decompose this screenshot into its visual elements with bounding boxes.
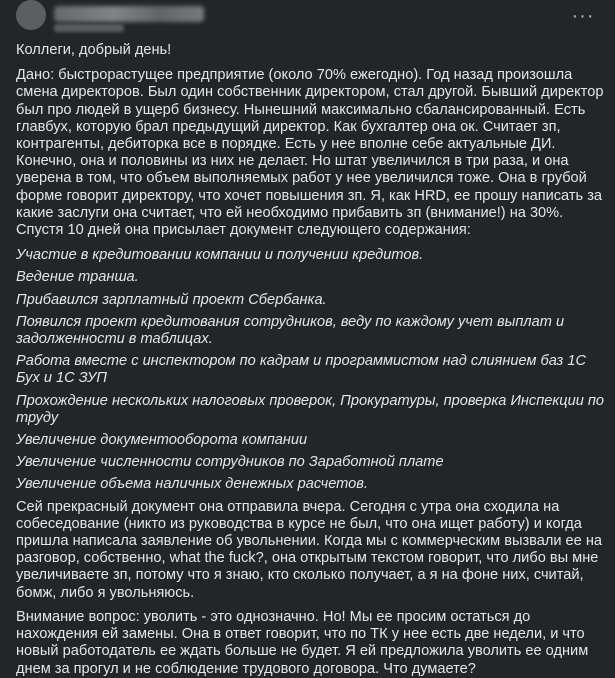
- avatar[interactable]: [16, 0, 46, 30]
- duty-item: Участие в кредитовании компании и получении кредитов.: [16, 247, 424, 264]
- duty-item: Прохождение нескольких налоговых проверок, Прокуратуры, проверка Инспекции по труду: [16, 392, 605, 426]
- post-question: Внимание вопрос: уволить - это однозначно. Но! Мы ее просим остаться до нахождения ей замены. Она в ответ говорит, что по ТК у нее есть две недели, и что новый работодатель ее ждать больше не будет. Я ей предложила уволить ее одним днем за прогул и не соблюдение трудового договора. Что думаете?: [16, 608, 589, 677]
- duty-item: Прибавился зарплатный проект Сбербанка.: [16, 291, 327, 308]
- duty-item: Появился проект кредитования сотрудников, веду по каждому учет выплат и задолженности в таблицах.: [16, 313, 565, 348]
- duty-item: Ведение транша.: [16, 269, 139, 286]
- post-greeting: Коллеги, добрый день!: [16, 42, 172, 58]
- post-intro: Дано: быстрорастущее предприятие (около 70% ежегодно). Год назад произошла смена директоров. Был один собственник директором, стал другой. Бывший директор был про людей в ущерб бизнесу. Нынешний максимально сбалансированный. Есть главбух, которую брал предыдущий директор. Как бухгалтер она ок. Считает зп, контрагенты, дебиторка все в порядке. Есть у нее вполне себе актуальные ДИ. Конечно, она и половины из них не делает. Но штат увеличился в три раза, и она уверена в том, что объем выполняемых работ у нее увеличился тоже. Она в грубой форме говорит директору, что хочет повышения зп. Я, как HRD, ее прошу написать за какие заслуги она считает, что ей необходимо прибавить зп (внимание!) на 30%. Спустя 10 дней она присылает документ следующего содержания:: [16, 67, 604, 239]
- duties-list: [16, 247, 606, 493]
- post-header: [0, 0, 615, 38]
- duty-item: Увеличение объема наличных денежных расчетов.: [16, 476, 368, 493]
- duty-item: Увеличение численности сотрудников по Заработной плате: [16, 454, 444, 471]
- more-options-icon[interactable]: ···: [571, 4, 595, 27]
- duty-item: Увеличение документооборота компании: [16, 432, 308, 449]
- post-meta-blurred: [54, 24, 124, 32]
- post-story: Сей прекрасный документ она отправила вчера. Сегодня с утра она сходила на собеседование (никто из руководства в курсе не был, что она ищет работу) и когда пришла написала заявление об увольнении. Когда мы с коммерческим вызвали ее на разговор, собственно, what the fuck?, она открытым текстом говорит, что либо вы мне увеличиваете зп, потому что я знаю, кто сколько получает, а я на фоне них, считай, бомж, либо я увольняюсь.: [16, 498, 603, 601]
- post-body: [16, 42, 606, 678]
- duty-item: Работа вместе с инспектором по кадрам и программистом над слиянием баз 1С Бух и 1С ЗУП: [16, 353, 587, 387]
- author-name-blurred[interactable]: [54, 6, 204, 22]
